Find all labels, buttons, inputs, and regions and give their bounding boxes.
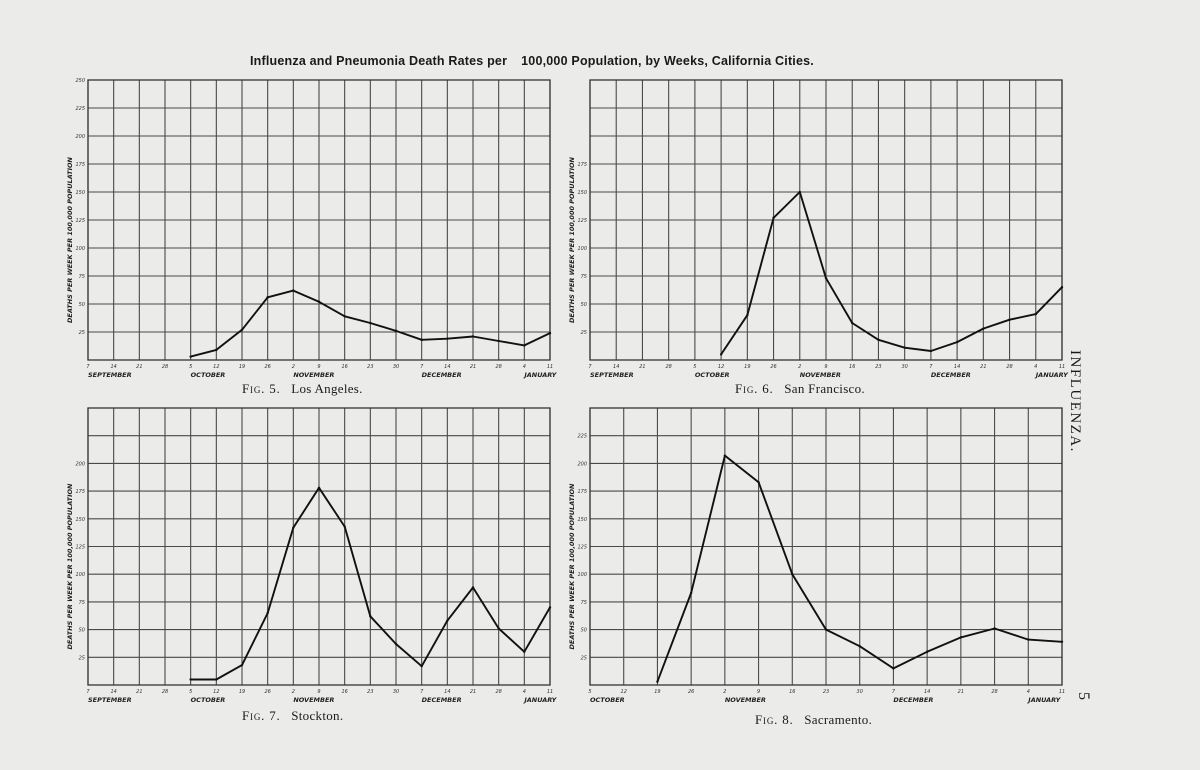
x-tick-label: 14 xyxy=(444,689,451,695)
x-tick-label: 9 xyxy=(317,364,321,370)
x-tick-label: 19 xyxy=(238,689,246,695)
y-tick-label: 175 xyxy=(577,489,587,496)
fig6-caption xyxy=(735,381,865,397)
fig6-city: San Francisco. xyxy=(784,381,865,396)
y-tick-label: 150 xyxy=(75,190,85,196)
x-tick-label: 7 xyxy=(929,364,933,370)
x-tick-label: 14 xyxy=(953,364,961,370)
x-tick-label: 26 xyxy=(770,364,777,370)
data-point xyxy=(1027,638,1029,640)
month-label: NOVEMBER xyxy=(293,696,335,704)
side-running-head: INFLUENZA. xyxy=(1067,350,1083,453)
x-tick-label: 28 xyxy=(495,689,502,695)
month-label: SEPTEMBER xyxy=(88,371,132,379)
month-label: SEPTEMBER xyxy=(590,371,634,379)
x-tick-label: 11 xyxy=(1058,364,1066,370)
x-tick-label: 26 xyxy=(264,364,271,370)
month-label: NOVEMBER xyxy=(799,371,841,379)
x-tick-label: 7 xyxy=(86,689,90,695)
x-tick-label: 2 xyxy=(291,689,295,695)
fig7-y-axis-label: DEATHS PER WEEK PER 100,000 POPULATION xyxy=(66,483,74,650)
fig5-caption xyxy=(242,381,363,397)
y-tick-label: 150 xyxy=(577,190,587,196)
y-tick-label: 50 xyxy=(78,627,85,634)
fig7-caption xyxy=(242,708,343,724)
fig8-grid xyxy=(590,408,1062,685)
x-tick-label: 12 xyxy=(213,364,220,370)
month-label: OCTOBER xyxy=(590,696,625,704)
y-tick-label: 75 xyxy=(580,274,587,280)
y-tick-label: 175 xyxy=(577,162,587,168)
x-tick-label: 5 xyxy=(189,689,193,695)
y-tick-label: 125 xyxy=(577,218,587,224)
y-tick-label: 50 xyxy=(580,627,587,634)
x-tick-label: 5 xyxy=(588,689,592,695)
x-tick-label: 30 xyxy=(901,364,908,370)
y-tick-label: 200 xyxy=(75,461,85,468)
x-tick-label: 12 xyxy=(717,364,725,370)
data-point xyxy=(656,680,658,682)
x-tick-label: 11 xyxy=(1058,689,1066,695)
data-point xyxy=(791,573,793,575)
y-tick-label: 200 xyxy=(577,461,587,468)
x-tick-label: 21 xyxy=(980,364,987,370)
data-point xyxy=(690,592,692,594)
x-tick-label: 11 xyxy=(546,689,554,695)
data-point xyxy=(825,628,827,630)
x-tick-label: 28 xyxy=(665,364,672,370)
y-tick-label: 25 xyxy=(78,330,85,336)
x-tick-label: 14 xyxy=(444,364,451,370)
x-tick-label: 7 xyxy=(588,364,592,370)
data-point xyxy=(724,454,726,456)
x-tick-label: 21 xyxy=(136,364,143,370)
x-tick-label: 9 xyxy=(756,689,761,695)
fig7-city: Stockton. xyxy=(291,708,344,723)
month-label: OCTOBER xyxy=(694,371,730,379)
x-tick-label: 21 xyxy=(469,364,477,370)
fig6-y-axis-label: DEATHS PER WEEK PER 100,000 POPULATION xyxy=(568,157,576,323)
month-label: JANUARY xyxy=(1035,371,1068,379)
y-tick-label: 250 xyxy=(75,78,85,84)
month-label: DECEMBER xyxy=(893,696,934,704)
y-tick-label: 25 xyxy=(78,655,85,662)
x-tick-label: 7 xyxy=(86,364,90,370)
x-tick-label: 19 xyxy=(238,364,246,370)
x-tick-label: 28 xyxy=(495,364,502,370)
fig8-y-axis-label: DEATHS PER WEEK PER 100,000 POPULATION xyxy=(568,483,576,650)
fig8-label: Fig. 8. xyxy=(755,712,794,727)
x-tick-label: 30 xyxy=(856,689,863,695)
x-tick-label: 16 xyxy=(849,364,856,370)
y-tick-label: 150 xyxy=(75,516,85,523)
x-tick-label: 23 xyxy=(367,364,374,370)
y-tick-label: 125 xyxy=(75,218,85,224)
fig6-label: Fig. 6. xyxy=(735,381,774,396)
month-label: DECEMBER xyxy=(421,696,462,704)
x-tick-label: 4 xyxy=(522,364,526,370)
x-tick-label: 7 xyxy=(420,689,424,695)
x-tick-label: 14 xyxy=(923,689,931,695)
x-tick-label: 12 xyxy=(213,689,220,695)
x-tick-label: 28 xyxy=(161,689,169,695)
x-tick-label: 21 xyxy=(639,364,646,370)
x-tick-label: 21 xyxy=(136,689,143,695)
y-tick-label: 125 xyxy=(577,544,587,551)
fig5-y-axis-label: DEATHS PER WEEK PER 100,000 POPULATION xyxy=(66,157,74,323)
x-tick-label: 30 xyxy=(392,364,400,370)
x-tick-label: 12 xyxy=(620,689,627,695)
month-label: NOVEMBER xyxy=(724,696,766,704)
x-tick-label: 26 xyxy=(687,689,695,695)
data-point xyxy=(926,651,928,653)
fig5-label: Fig. 5. xyxy=(242,381,281,396)
x-tick-label: 2 xyxy=(723,689,727,695)
x-tick-label: 2 xyxy=(798,364,802,370)
month-label: JANUARY xyxy=(524,371,557,379)
data-point xyxy=(993,627,995,629)
x-tick-label: 14 xyxy=(613,364,620,370)
month-label: OCTOBER xyxy=(190,371,226,379)
x-tick-label: 2 xyxy=(291,364,295,370)
y-tick-label: 100 xyxy=(577,572,587,579)
data-point xyxy=(859,645,861,647)
x-tick-label: 28 xyxy=(1006,364,1013,370)
x-tick-label: 11 xyxy=(546,364,554,370)
x-tick-label: 16 xyxy=(341,689,348,695)
data-point xyxy=(757,481,759,483)
month-label: JANUARY xyxy=(524,696,557,704)
x-tick-label: 30 xyxy=(392,689,400,695)
y-tick-label: 225 xyxy=(577,433,587,440)
y-tick-label: 150 xyxy=(577,516,587,523)
x-tick-label: 7 xyxy=(891,689,896,695)
y-tick-label: 100 xyxy=(75,572,85,579)
month-label: DECEMBER xyxy=(930,371,971,379)
x-tick-label: 26 xyxy=(264,689,271,695)
x-tick-label: 19 xyxy=(654,689,661,695)
x-tick-label: 7 xyxy=(420,364,424,370)
x-tick-label: 21 xyxy=(469,689,477,695)
x-tick-label: 16 xyxy=(789,689,796,695)
data-point xyxy=(1061,641,1063,643)
x-tick-label: 23 xyxy=(875,364,882,370)
x-tick-label: 23 xyxy=(367,689,374,695)
fig5-city: Los Angeles. xyxy=(291,381,363,396)
x-tick-label: 9 xyxy=(824,364,828,370)
x-tick-label: 14 xyxy=(110,364,117,370)
y-tick-label: 200 xyxy=(75,134,85,140)
month-label: OCTOBER xyxy=(190,696,226,704)
month-label: SEPTEMBER xyxy=(88,696,132,704)
fig8-city: Sacramento. xyxy=(804,712,873,727)
y-tick-label: 125 xyxy=(75,544,85,551)
x-tick-label: 4 xyxy=(522,689,526,695)
y-tick-label: 225 xyxy=(75,106,85,112)
y-tick-label: 75 xyxy=(78,274,85,280)
x-tick-label: 16 xyxy=(341,364,348,370)
y-tick-label: 50 xyxy=(78,302,85,308)
y-tick-label: 100 xyxy=(75,246,85,252)
y-tick-label: 25 xyxy=(580,330,587,336)
data-point xyxy=(892,667,894,669)
x-tick-label: 21 xyxy=(957,689,965,695)
data-point xyxy=(960,636,962,638)
x-tick-label: 9 xyxy=(317,689,321,695)
month-label: NOVEMBER xyxy=(293,371,335,379)
fig8-caption xyxy=(755,712,872,728)
y-tick-label: 175 xyxy=(75,489,85,496)
x-tick-label: 14 xyxy=(110,689,117,695)
page-title-right: 100,000 Population, by Weeks, California Cities. xyxy=(521,54,814,68)
page-title-left: Influenza and Pneumonia Death Rates per xyxy=(250,54,508,68)
x-tick-label: 4 xyxy=(1026,689,1030,695)
y-tick-label: 75 xyxy=(78,599,85,606)
y-tick-label: 75 xyxy=(580,599,587,606)
x-tick-label: 28 xyxy=(991,689,998,695)
fig7-label: Fig. 7. xyxy=(242,708,281,723)
x-tick-label: 28 xyxy=(161,364,169,370)
y-tick-label: 50 xyxy=(580,302,587,308)
y-tick-label: 175 xyxy=(75,162,85,168)
y-tick-label: 25 xyxy=(580,655,587,662)
page-number: 5 xyxy=(1075,692,1092,700)
x-tick-label: 4 xyxy=(1034,364,1038,370)
month-label: DECEMBER xyxy=(421,371,462,379)
x-tick-label: 5 xyxy=(189,364,193,370)
month-label: JANUARY xyxy=(1028,696,1061,704)
x-tick-label: 19 xyxy=(744,364,751,370)
x-tick-label: 5 xyxy=(693,364,697,370)
x-tick-label: 23 xyxy=(822,689,830,695)
y-tick-label: 100 xyxy=(577,246,587,252)
